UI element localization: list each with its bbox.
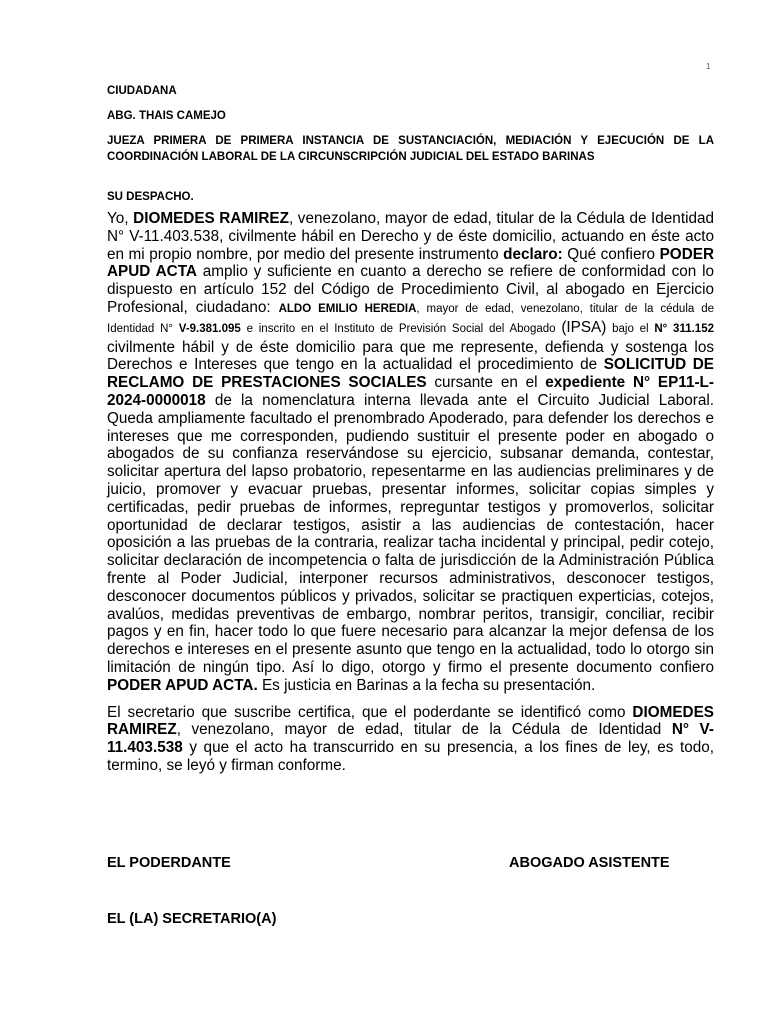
text-run: Qué confiero [562,245,660,263]
signature-secretary: EL (LA) SECRETARIO(A) [107,911,277,927]
addressee-office: SU DESPACHO. [107,191,194,203]
ipsa-number: N° 311.152 [654,322,714,335]
text-run: bajo el [606,322,655,335]
text-run: , venezolano, mayor de edad, titular de la Cédula de Identidad N° V-11.403.538, civilmente hábil en Derecho y de éste domicilio, actuando en éste acto en mi propio nombre, por medio del presente instrumento [107,210,714,263]
main-paragraph [107,210,714,695]
text-run: , venezolano, mayor de edad, titular de la Cédula de Identidad [176,721,672,739]
text-run: , mayor de edad, venezolano, titular de la cédula de Identidad N° [107,302,714,335]
text-run: e inscrito en el Instituto de Previsión Social del Abogado [240,322,562,335]
attorney-name: ALDO EMILIO HEREDIA [278,302,417,315]
power-type: PODER APUD ACTA [107,245,714,281]
grantor-name: DIOMEDES RAMIREZ [107,703,714,739]
text-run: Es justicia en Barinas a la fecha su presentación. [257,676,596,694]
text-run: de la nomenclatura interna llevada ante el Circuito Judicial Laboral. Queda ampliamente facultado el prenombrado Apoderado, para defender los derechos e intereses que me corresponden, pudiendo sustituir el presente poder en abogado o abogados de su confianza reservándose su ejercicio, subsanar demanda, contestar, solicitar apertura del lapso probatorio, repesentarme en las audiencias preliminares y de juicio, promover y evacuar pruebas, presentar informes, solicitar copias simples y certificadas, pedir pruebas de informes, repreguntar testigos y promoverlos, solicitar oportunidad de declarar testigos, asistir a las audiencias de contestación, hacer oposición a las pruebas de la contraria, realizar tacha incidental y principal, pedir cotejo, solicitar declaración de incompetencia o falta de jurisdicción de la Administración Pública frente al Poder Judicial, interponer recursos administrativos, desconocer testigos, desconocer documentos públicos y privados, solicitar se practiquen experticias, cotejos, avalúos, medidas preventivas de embargo, nombrar peritos, transigir, conciliar, recibir pagos y en fin, hacer todo lo que fuere necesario para alcanzar la mejor defensa de los derechos e intereses en el presente asunto que tengo en la actualidad, todo lo otorgo sin limitación de ningún tipo. Así lo digo, otorgo y firmo el presente documento confiero [107,391,714,676]
addressee-name: ABG. THAIS CAMEJO [107,110,226,122]
certification-paragraph [107,704,714,775]
procedure-name: SOLICITUD DE RECLAMO DE PRESTACIONES SOCIALES [107,356,714,392]
text-run: Yo, [107,210,134,227]
attorney-id: V-9.381.095 [178,322,241,335]
grantor-name: DIOMEDES RAMIREZ [133,210,289,227]
text-run: amplio y suficiente en cuanto a derecho se refiere de conformidad con lo dispuesto en artículo 152 del Código de Procedimiento Civil, al abogado en Ejercicio Profesional, ciudadano: [107,263,714,316]
text-run: cursante en el [426,374,546,392]
signature-attorney: ABOGADO ASISTENTE [509,855,670,871]
addressee-title: CIUDADANA [107,85,177,97]
signature-grantor: EL PODERDANTE [107,855,231,871]
addressee-position: JUEZA PRIMERA DE PRIMERA INSTANCIA DE SUSTANCIACIÓN, MEDIACIÓN Y EJECUCIÓN DE LA COORDINACIÓN LABORAL DE LA CIRCUNSCRIPCIÓN JUDICIAL DEL ESTADO BARINAS [107,135,714,163]
declaration-keyword: declaro: [503,245,563,263]
power-type: PODER APUD ACTA. [107,676,258,694]
ipsa-label: (IPSA) [561,318,607,336]
document-body [107,210,714,784]
text-run: y que el acto ha transcurrido en su presencia, a los fines de ley, es todo, termino, se leyó y firman conforme. [107,739,714,774]
text-run: civilmente hábil y de éste domicilio para que me represente, defienda y sostenga los Derechos e Intereses que tengo en la actualidad el procedimiento de [107,338,714,374]
page-number: 1 [706,62,711,71]
case-number: expediente N° EP11-L-2024-0000018 [107,374,714,409]
grantor-id: N° V-11.403.538 [107,721,714,757]
text-run: El secretario que suscribe certifica, que el poderdante se identificó como [107,703,633,721]
